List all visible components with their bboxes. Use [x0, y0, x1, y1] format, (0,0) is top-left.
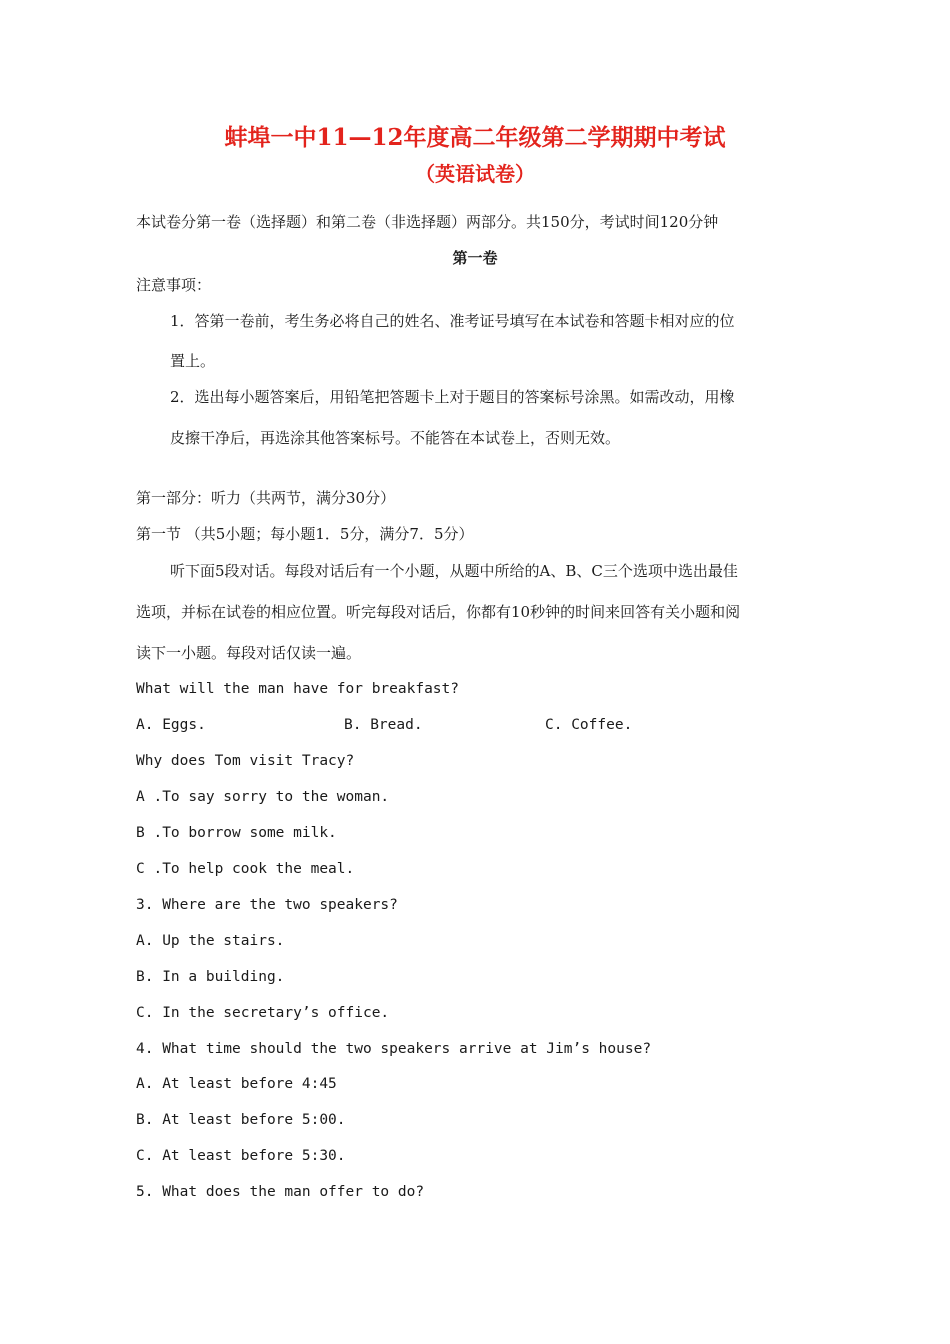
question-1-option-b: B. Bread. — [344, 717, 423, 733]
question-1-option-c: C. Coffee. — [545, 717, 633, 733]
section1-heading: 第一节 （共5小题；每小题1．5分，满分7．5分） — [136, 525, 474, 543]
exam-subtitle: （英语试卷） — [415, 162, 535, 186]
question-3-option-b: B. In a building. — [136, 969, 285, 985]
question-4-option-a: A. At least before 4:45 — [136, 1076, 337, 1092]
question-2-text: Why does Tom visit Tracy? — [136, 753, 355, 769]
instructions-line-3: 读下一小题。每段对话仅读一遍。 — [136, 644, 362, 662]
notice-heading: 注意事项： — [136, 276, 212, 294]
exam-title: 蚌埠一中11—12年度高二年级第二学期期中考试 — [224, 124, 726, 151]
instructions-line-2: 选项，并标在试卷的相应位置。听完每段对话后，你都有10秒钟的时间来回答有关小题和阅 — [136, 603, 741, 621]
question-2-option-c: C .To help cook the meal. — [136, 861, 355, 877]
question-3-text: 3. Where are the two speakers? — [136, 897, 398, 913]
notice-item-1-line-1: 1．答第一卷前，考生务必将自己的姓名、准考证号填写在本试卷和答题卡相对应的位 — [170, 312, 735, 330]
part1-heading: 第一部分：听力（共两节，满分30分） — [136, 489, 396, 507]
notice-item-1-line-2: 置上。 — [170, 352, 216, 370]
question-1-option-a: A. Eggs. — [136, 717, 206, 733]
question-5-text: 5. What does the man offer to do? — [136, 1184, 425, 1200]
question-3-option-c: C. In the secretary’s office. — [136, 1005, 390, 1021]
volume-heading: 第一卷 — [452, 249, 498, 267]
question-1-text: What will the man have for breakfast? — [136, 681, 460, 697]
intro-text: 本试卷分第一卷（选择题）和第二卷（非选择题）两部分。共150分，考试时间120分钟 — [136, 213, 719, 231]
question-2-option-b: B .To borrow some milk. — [136, 825, 337, 841]
question-4-text: 4. What time should the two speakers arrive at Jim’s house? — [136, 1041, 652, 1057]
instructions-line-1: 听下面5段对话。每段对话后有一个小题，从题中所给的A、B、C三个选项中选出最佳 — [170, 562, 738, 580]
question-2-option-a: A .To say sorry to the woman. — [136, 789, 390, 805]
question-4-option-b: B. At least before 5:00. — [136, 1112, 346, 1128]
question-4-option-c: C. At least before 5:30. — [136, 1148, 346, 1164]
notice-item-2-line-1: 2．选出每小题答案后，用铅笔把答题卡上对于题目的答案标号涂黑。如需改动，用橡 — [170, 388, 735, 406]
notice-item-2-line-2: 皮擦干净后，再选涂其他答案标号。不能答在本试卷上，否则无效。 — [170, 429, 621, 447]
question-3-option-a: A. Up the stairs. — [136, 933, 285, 949]
